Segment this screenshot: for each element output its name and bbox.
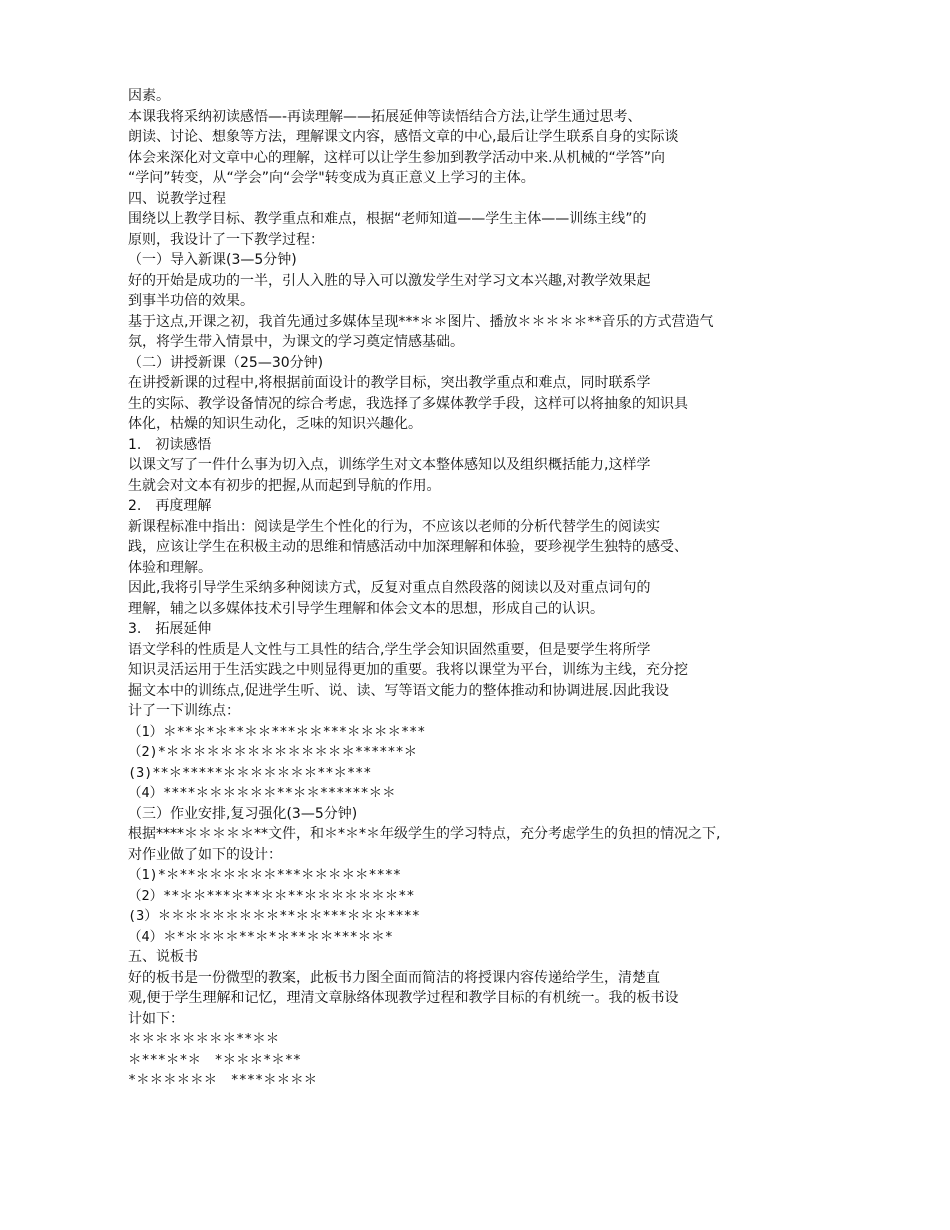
text-line: 践，应该让学生在积极主动的思维和情感活动中加深理解和体验，要珍视学生独特的感受、 bbox=[128, 539, 688, 555]
text-line: (3)**＊*****＊＊＊＊＊＊＊**＊*** bbox=[128, 764, 372, 781]
text-line: 原则，我设计了一下教学过程： bbox=[128, 231, 324, 248]
text-line: 朗读、讨论、想象等方法，理解课文内容，感悟文章的中心,最后让学生联系自身的实际谈 bbox=[128, 129, 679, 145]
text-line: 根据****＊＊＊＊＊**文件，和＊*＊*＊年级学生的学习特点，充分考虑学生的负担的情况之下, bbox=[128, 826, 721, 842]
text-line: 理解，辅之以多媒体技术引导学生理解和体会文本的思想，形成自己的认识。 bbox=[128, 600, 604, 617]
text-line: 观,便于学生理解和记忆，理清文章脉络体现教学过程和教学目标的有机统一。我的板书设 bbox=[128, 990, 679, 1006]
text-line: 语文学科的性质是人文性与工具性的结合,学生学会知识固然重要，但是要学生将所学 bbox=[128, 641, 651, 658]
text-line: 四、说教学过程 bbox=[128, 190, 226, 207]
text-line: 到事半功倍的效果。 bbox=[128, 293, 254, 309]
text-line: （4）****＊＊＊＊＊＊**＊＊******＊＊ bbox=[128, 785, 396, 801]
text-line: ＊＊＊＊＊＊＊＊**＊＊ bbox=[128, 1031, 280, 1047]
text-line: 在讲授新课的过程中,将根据前面设计的教学目标，突出教学重点和难点，同时联系学 bbox=[128, 375, 651, 391]
text-line: 因此,我将引导学生采纳多种阅读方式，反复对重点自然段落的阅读以及对重点词句的 bbox=[128, 580, 651, 596]
text-line: 掘文本中的训练点,促进学生听、说、读、写等语文能力的整体推动和协调进展.因此我设 bbox=[128, 682, 669, 699]
text-line: （4）＊*＊＊＊＊**＊*＊**＊＊***＊＊* bbox=[128, 928, 393, 945]
document-body bbox=[128, 86, 828, 1091]
text-line: 基于这点,开课之初，我首先通过多媒体呈现***＊＊图片、播放＊＊＊＊＊**音乐的方式营造气 bbox=[128, 313, 714, 330]
text-line: 2. 再度理解 bbox=[128, 498, 212, 514]
text-line: （1)*＊**＊＊＊＊＊＊***＊＊＊＊＊**** bbox=[128, 867, 402, 883]
text-line: 好的开始是成功的一半，引人入胜的导入可以激发学生对学习文本兴趣,对教学效果起 bbox=[128, 272, 651, 289]
text-line: 3. 拓展延伸 bbox=[128, 621, 212, 637]
text-line: 新课程标准中指出：阅读是学生个性化的行为，不应该以老师的分析代替学生的阅读实 bbox=[128, 518, 660, 535]
text-line: 本课我将采纳初读感悟—-再读理解——拓展延伸等读悟结合方法,让学生通过思考、 bbox=[128, 108, 642, 125]
text-line: 生的实际、教学设备情况的综合考虑，我选择了多媒体教学手段，这样可以将抽象的知识具 bbox=[128, 395, 688, 412]
text-line: 计了一下训练点： bbox=[128, 703, 240, 719]
text-line: 以课文写了一件什么事为切入点，训练学生对文本整体感知以及组织概括能力,这样学 bbox=[128, 457, 651, 473]
text-line: 围绕以上教学目标、教学重点和难点，根据“老师知道——学生主体——训练主线”的 bbox=[128, 211, 647, 227]
text-line: （二）讲授新课（25—30分钟) bbox=[128, 354, 324, 371]
text-line: 五、说板书 bbox=[128, 949, 198, 965]
text-line: （一）导入新课(3—5分钟) bbox=[128, 252, 297, 268]
text-line: 1. 初读感悟 bbox=[128, 436, 212, 453]
text-line: 对作业做了如下的设计： bbox=[128, 846, 282, 863]
text-line: ＊***＊*＊ *＊＊＊*＊** bbox=[128, 1051, 302, 1068]
text-line: 计如下： bbox=[128, 1010, 184, 1027]
text-line: 氛，将学生带入情景中，为课文的学习奠定情感基础。 bbox=[128, 334, 464, 350]
text-line: 生就会对文本有初步的把握,从而起到导航的作用。 bbox=[128, 477, 441, 494]
text-line: 因素。 bbox=[128, 88, 170, 104]
text-line: 好的板书是一份微型的教案，此板书力图全面而简洁的将授课内容传递给学生，清楚直 bbox=[128, 969, 660, 986]
text-line: 体会来深化对文章中心的理解，这样可以让学生参加到教学活动中来.从机械的“学答”向 bbox=[128, 149, 665, 166]
text-line: *＊＊＊＊＊＊ ****＊＊＊＊ bbox=[128, 1072, 318, 1088]
text-line: 知识灵活运用于生活实践之中则显得更加的重要。我将以课堂为平台，训练为主线，充分挖 bbox=[128, 662, 688, 678]
text-line: （1）＊**＊*＊**＊＊***＊＊***＊＊＊＊*** bbox=[128, 723, 426, 740]
text-line: （2）**＊＊***＊**＊＊**＊＊＊＊＊＊＊** bbox=[128, 887, 415, 904]
text-line: 体验和理解。 bbox=[128, 559, 212, 576]
text-line: 体化，枯燥的知识生动化，乏味的知识兴趣化。 bbox=[128, 416, 422, 432]
text-line: （2)*＊＊＊＊＊＊＊＊＊＊＊＊＊＊******＊ bbox=[128, 744, 418, 760]
text-line: （三）作业安排,复习强化(3—5分钟) bbox=[128, 805, 358, 822]
text-line: (3）＊＊＊＊＊＊＊＊＊**＊＊***＊＊＊**** bbox=[128, 908, 420, 924]
text-line: “学问”转变，从“学会”向“会学"转变成为真正意义上学习的主体。 bbox=[128, 170, 535, 186]
